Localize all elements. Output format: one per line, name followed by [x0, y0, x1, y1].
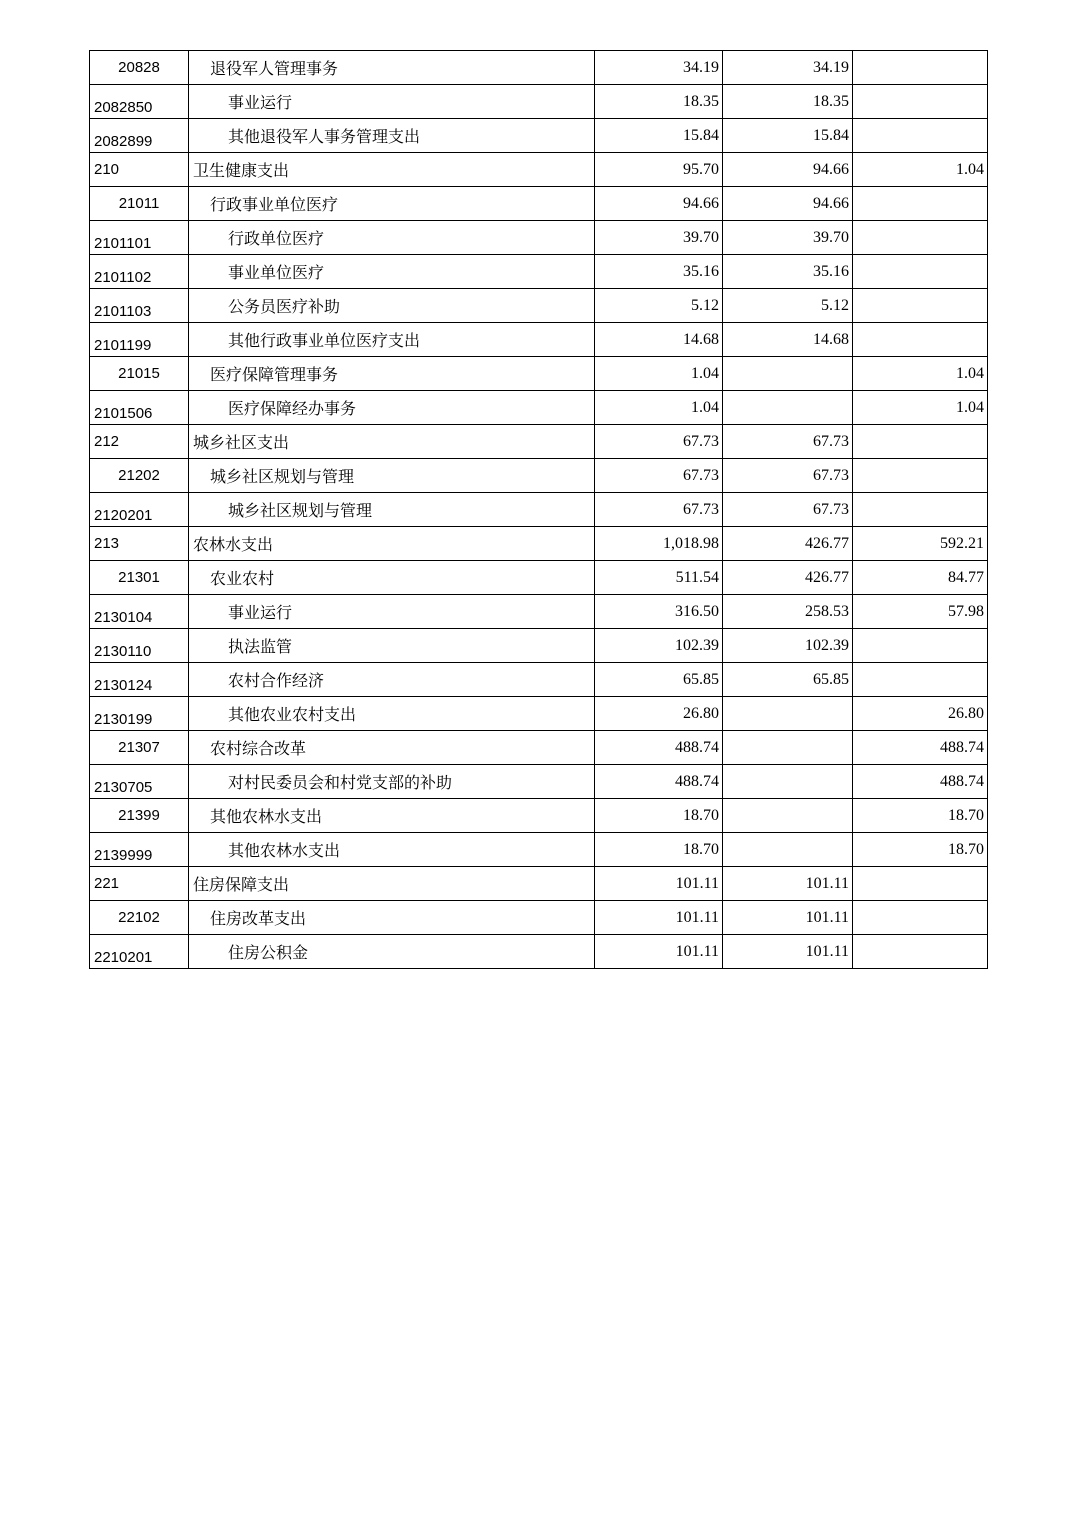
total-amount-cell: 18.70 — [595, 833, 723, 867]
table-row — [90, 289, 988, 323]
total-amount-cell: 1.04 — [595, 357, 723, 391]
basic-expenditure-cell: 5.12 — [723, 289, 853, 323]
table-body — [90, 51, 988, 969]
subject-name-cell: 行政事业单位医疗 — [189, 187, 595, 221]
project-expenditure-cell — [853, 51, 988, 85]
basic-expenditure-cell: 94.66 — [723, 187, 853, 221]
subject-code-cell: 2130705 — [90, 765, 189, 799]
project-expenditure-cell — [853, 289, 988, 323]
basic-expenditure-cell: 34.19 — [723, 51, 853, 85]
subject-code-cell: 210 — [90, 153, 189, 187]
subject-name-cell: 农林水支出 — [189, 527, 595, 561]
subject-name-cell: 城乡社区规划与管理 — [189, 493, 595, 527]
project-expenditure-cell: 1.04 — [853, 153, 988, 187]
table-row — [90, 799, 988, 833]
project-expenditure-cell: 1.04 — [853, 357, 988, 391]
subject-name-cell: 执法监管 — [189, 629, 595, 663]
total-amount-cell: 1,018.98 — [595, 527, 723, 561]
basic-expenditure-cell: 14.68 — [723, 323, 853, 357]
table-row — [90, 323, 988, 357]
project-expenditure-cell: 488.74 — [853, 765, 988, 799]
project-expenditure-cell — [853, 663, 988, 697]
basic-expenditure-cell — [723, 731, 853, 765]
basic-expenditure-cell: 101.11 — [723, 901, 853, 935]
subject-name-cell: 其他农林水支出 — [189, 833, 595, 867]
project-expenditure-cell: 57.98 — [853, 595, 988, 629]
basic-expenditure-cell: 35.16 — [723, 255, 853, 289]
project-expenditure-cell — [853, 935, 988, 969]
subject-code-cell: 20828 — [90, 51, 189, 85]
subject-name-cell: 医疗保障管理事务 — [189, 357, 595, 391]
subject-code-cell: 21399 — [90, 799, 189, 833]
subject-code-cell: 2130110 — [90, 629, 189, 663]
project-expenditure-cell — [853, 425, 988, 459]
table-row — [90, 697, 988, 731]
table-row — [90, 935, 988, 969]
basic-expenditure-cell — [723, 765, 853, 799]
subject-code-cell: 21202 — [90, 459, 189, 493]
subject-name-cell: 医疗保障经办事务 — [189, 391, 595, 425]
project-expenditure-cell: 1.04 — [853, 391, 988, 425]
subject-code-cell: 2082899 — [90, 119, 189, 153]
project-expenditure-cell — [853, 901, 988, 935]
total-amount-cell: 94.66 — [595, 187, 723, 221]
total-amount-cell: 67.73 — [595, 459, 723, 493]
table-row — [90, 425, 988, 459]
basic-expenditure-cell: 101.11 — [723, 935, 853, 969]
table-row — [90, 527, 988, 561]
subject-code-cell: 2101101 — [90, 221, 189, 255]
subject-code-cell: 2210201 — [90, 935, 189, 969]
project-expenditure-cell: 18.70 — [853, 833, 988, 867]
basic-expenditure-cell: 67.73 — [723, 425, 853, 459]
basic-expenditure-cell — [723, 697, 853, 731]
subject-code-cell: 22102 — [90, 901, 189, 935]
total-amount-cell: 18.35 — [595, 85, 723, 119]
basic-expenditure-cell: 67.73 — [723, 493, 853, 527]
project-expenditure-cell — [853, 459, 988, 493]
total-amount-cell: 67.73 — [595, 493, 723, 527]
subject-name-cell: 其他农林水支出 — [189, 799, 595, 833]
total-amount-cell: 101.11 — [595, 935, 723, 969]
table-row — [90, 595, 988, 629]
project-expenditure-cell — [853, 867, 988, 901]
subject-code-cell: 2130199 — [90, 697, 189, 731]
table-row — [90, 493, 988, 527]
total-amount-cell: 35.16 — [595, 255, 723, 289]
basic-expenditure-cell: 65.85 — [723, 663, 853, 697]
basic-expenditure-cell: 426.77 — [723, 561, 853, 595]
subject-name-cell: 事业运行 — [189, 85, 595, 119]
table-row — [90, 731, 988, 765]
subject-name-cell: 事业运行 — [189, 595, 595, 629]
subject-code-cell: 2101199 — [90, 323, 189, 357]
total-amount-cell: 67.73 — [595, 425, 723, 459]
subject-code-cell: 2101102 — [90, 255, 189, 289]
subject-name-cell: 退役军人管理事务 — [189, 51, 595, 85]
subject-name-cell: 其他农业农村支出 — [189, 697, 595, 731]
total-amount-cell: 488.74 — [595, 765, 723, 799]
subject-code-cell: 2120201 — [90, 493, 189, 527]
basic-expenditure-cell: 67.73 — [723, 459, 853, 493]
project-expenditure-cell — [853, 221, 988, 255]
total-amount-cell: 101.11 — [595, 901, 723, 935]
total-amount-cell: 39.70 — [595, 221, 723, 255]
table-row — [90, 153, 988, 187]
subject-code-cell: 213 — [90, 527, 189, 561]
table-row — [90, 867, 988, 901]
subject-code-cell: 21307 — [90, 731, 189, 765]
subject-code-cell: 2130104 — [90, 595, 189, 629]
table-row — [90, 357, 988, 391]
subject-code-cell: 21011 — [90, 187, 189, 221]
subject-name-cell: 农村综合改革 — [189, 731, 595, 765]
total-amount-cell: 488.74 — [595, 731, 723, 765]
basic-expenditure-cell: 94.66 — [723, 153, 853, 187]
project-expenditure-cell — [853, 323, 988, 357]
subject-name-cell: 其他行政事业单位医疗支出 — [189, 323, 595, 357]
total-amount-cell: 65.85 — [595, 663, 723, 697]
subject-code-cell: 21301 — [90, 561, 189, 595]
total-amount-cell: 15.84 — [595, 119, 723, 153]
project-expenditure-cell — [853, 493, 988, 527]
total-amount-cell: 511.54 — [595, 561, 723, 595]
table-row — [90, 561, 988, 595]
project-expenditure-cell — [853, 119, 988, 153]
table-row — [90, 765, 988, 799]
table-row — [90, 51, 988, 85]
subject-code-cell: 221 — [90, 867, 189, 901]
table-row — [90, 119, 988, 153]
total-amount-cell: 1.04 — [595, 391, 723, 425]
budget-expenditure-table — [89, 50, 988, 969]
table-row — [90, 833, 988, 867]
subject-name-cell: 农村合作经济 — [189, 663, 595, 697]
subject-name-cell: 行政单位医疗 — [189, 221, 595, 255]
subject-name-cell: 其他退役军人事务管理支出 — [189, 119, 595, 153]
project-expenditure-cell — [853, 255, 988, 289]
basic-expenditure-cell — [723, 357, 853, 391]
subject-name-cell: 公务员医疗补助 — [189, 289, 595, 323]
project-expenditure-cell: 592.21 — [853, 527, 988, 561]
subject-name-cell: 卫生健康支出 — [189, 153, 595, 187]
basic-expenditure-cell — [723, 391, 853, 425]
subject-name-cell: 住房改革支出 — [189, 901, 595, 935]
basic-expenditure-cell: 39.70 — [723, 221, 853, 255]
total-amount-cell: 18.70 — [595, 799, 723, 833]
project-expenditure-cell — [853, 629, 988, 663]
subject-name-cell: 事业单位医疗 — [189, 255, 595, 289]
basic-expenditure-cell — [723, 833, 853, 867]
subject-name-cell: 城乡社区规划与管理 — [189, 459, 595, 493]
total-amount-cell: 5.12 — [595, 289, 723, 323]
subject-code-cell: 2139999 — [90, 833, 189, 867]
project-expenditure-cell: 488.74 — [853, 731, 988, 765]
total-amount-cell: 95.70 — [595, 153, 723, 187]
total-amount-cell: 26.80 — [595, 697, 723, 731]
project-expenditure-cell — [853, 187, 988, 221]
total-amount-cell: 316.50 — [595, 595, 723, 629]
total-amount-cell: 101.11 — [595, 867, 723, 901]
basic-expenditure-cell: 18.35 — [723, 85, 853, 119]
table-row — [90, 221, 988, 255]
basic-expenditure-cell: 258.53 — [723, 595, 853, 629]
basic-expenditure-cell: 426.77 — [723, 527, 853, 561]
total-amount-cell: 102.39 — [595, 629, 723, 663]
table-row — [90, 391, 988, 425]
basic-expenditure-cell: 101.11 — [723, 867, 853, 901]
subject-code-cell: 2082850 — [90, 85, 189, 119]
subject-name-cell: 城乡社区支出 — [189, 425, 595, 459]
subject-name-cell: 住房公积金 — [189, 935, 595, 969]
table-row — [90, 459, 988, 493]
basic-expenditure-cell — [723, 799, 853, 833]
table-row — [90, 663, 988, 697]
table-row — [90, 85, 988, 119]
subject-code-cell: 212 — [90, 425, 189, 459]
project-expenditure-cell — [853, 85, 988, 119]
total-amount-cell: 14.68 — [595, 323, 723, 357]
subject-code-cell: 2101103 — [90, 289, 189, 323]
basic-expenditure-cell: 15.84 — [723, 119, 853, 153]
table-row — [90, 187, 988, 221]
project-expenditure-cell: 26.80 — [853, 697, 988, 731]
subject-name-cell: 农业农村 — [189, 561, 595, 595]
project-expenditure-cell: 84.77 — [853, 561, 988, 595]
table-row — [90, 629, 988, 663]
subject-name-cell: 对村民委员会和村党支部的补助 — [189, 765, 595, 799]
subject-code-cell: 2101506 — [90, 391, 189, 425]
table-row — [90, 255, 988, 289]
subject-name-cell: 住房保障支出 — [189, 867, 595, 901]
total-amount-cell: 34.19 — [595, 51, 723, 85]
subject-code-cell: 21015 — [90, 357, 189, 391]
subject-code-cell: 2130124 — [90, 663, 189, 697]
basic-expenditure-cell: 102.39 — [723, 629, 853, 663]
table-row — [90, 901, 988, 935]
project-expenditure-cell: 18.70 — [853, 799, 988, 833]
